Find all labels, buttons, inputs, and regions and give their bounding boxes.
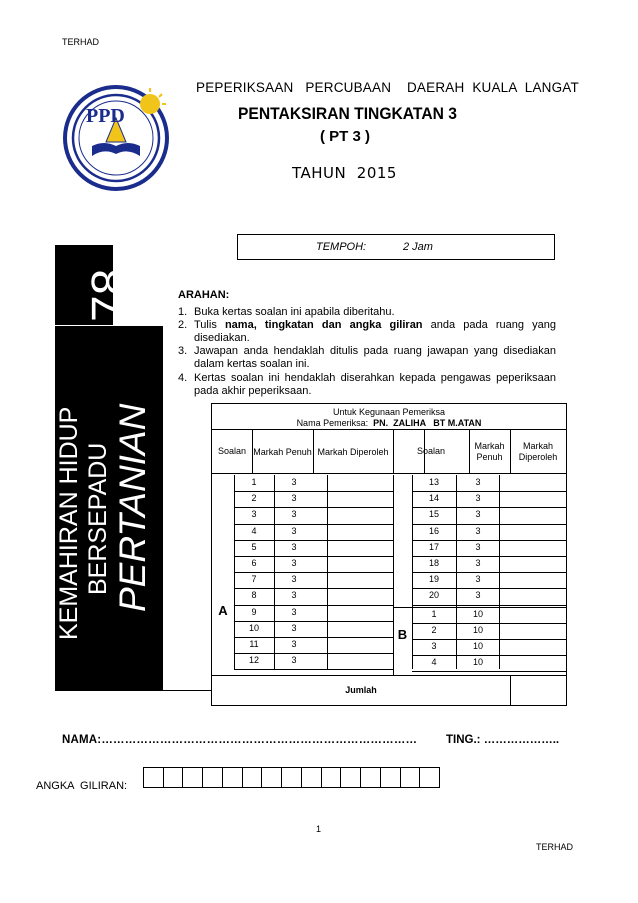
full-mark: 3: [475, 493, 481, 504]
assessment-code: ( PT 3 ): [320, 128, 371, 145]
table-rule: [327, 475, 328, 669]
name-field[interactable]: NAMA:………………………………………………………………………: [62, 734, 418, 746]
subject-code: 78: [83, 268, 136, 322]
table-rule: [234, 540, 394, 541]
total-label: Jumlah: [345, 685, 377, 696]
classification-bottom: TERHAD: [536, 842, 574, 852]
table-rule: [412, 507, 566, 508]
table-rule: [412, 655, 566, 656]
full-mark: 3: [291, 639, 297, 649]
full-mark: 3: [475, 558, 481, 568]
question-number: 17: [428, 541, 439, 552]
table-rule: [212, 675, 566, 676]
question-number: 10: [248, 622, 259, 633]
full-mark: 3: [475, 574, 481, 585]
question-number: 3: [251, 509, 257, 520]
index-digit-box[interactable]: [144, 768, 164, 787]
question-number: 12: [248, 655, 259, 666]
full-mark: 3: [291, 655, 297, 666]
full-mark: 3: [475, 509, 481, 520]
question-number: 5: [251, 541, 257, 552]
table-rule: [456, 475, 457, 669]
table-rule: [234, 653, 394, 654]
table-rule: [234, 524, 394, 525]
question-number: 4: [431, 657, 437, 668]
table-rule: [412, 540, 566, 541]
question-number: 13: [428, 477, 439, 487]
table-rule: [393, 475, 394, 675]
question-number: 20: [428, 590, 439, 601]
question-number: 14: [428, 493, 439, 504]
index-digit-box[interactable]: [361, 768, 381, 787]
table-rule: [274, 475, 275, 669]
table-rule: [412, 491, 566, 492]
table-rule: [499, 475, 500, 669]
table-rule: [510, 675, 511, 705]
question-number: 19: [428, 574, 439, 585]
table-rule: [234, 475, 235, 669]
col-header-markah-diperoleh: Markah Diperoleh: [317, 446, 389, 457]
index-digit-box[interactable]: [381, 768, 401, 787]
subject-line2: BERSEPADU: [84, 442, 112, 595]
full-mark: 3: [475, 525, 481, 536]
full-mark: 3: [291, 477, 297, 487]
table-rule: [412, 572, 566, 573]
table-rule: [412, 605, 566, 606]
table-rule: [234, 507, 394, 508]
table-rule: [234, 572, 394, 573]
index-digit-box[interactable]: [282, 768, 302, 787]
subject-line3: PERTANIAN: [112, 403, 153, 612]
logo-text: PPD: [86, 105, 125, 127]
full-mark: 3: [291, 558, 297, 568]
question-number: 6: [251, 558, 257, 568]
table-rule: [412, 588, 566, 589]
col-header-markah-penuh: Markah Penuh: [253, 446, 312, 457]
exam-year: TAHUN 2015: [292, 164, 397, 182]
page-number: 1: [316, 824, 322, 834]
index-digit-box[interactable]: [401, 768, 421, 787]
question-number: 8: [251, 590, 257, 601]
index-number-boxes[interactable]: [143, 767, 440, 788]
full-mark: 3: [291, 509, 297, 520]
question-number: 7: [251, 574, 257, 585]
index-digit-box[interactable]: [203, 768, 223, 787]
table-rule: [234, 637, 394, 638]
ppd-logo: [62, 84, 170, 192]
table-rule: [234, 556, 394, 557]
question-number: 18: [428, 558, 439, 568]
index-number-label: ANGKA GILIRAN:: [36, 780, 128, 792]
full-mark: 10: [472, 624, 483, 635]
table-rule: [412, 671, 566, 672]
table-rule: [234, 621, 394, 622]
index-digit-box[interactable]: [223, 768, 243, 787]
table-rule: [412, 623, 566, 624]
full-mark: 3: [291, 574, 297, 585]
examiner-name-row: Nama Pemeriksa: PN. ZALIHA BT M.ATAN: [296, 418, 482, 428]
question-number: 9: [251, 606, 257, 617]
question-number: 2: [431, 624, 437, 635]
section-b-label: B: [397, 626, 408, 642]
question-number: 3: [431, 641, 437, 651]
table-rule: [412, 524, 566, 525]
duration-label: TEMPOH:: [316, 241, 367, 253]
table-rule: [412, 475, 413, 669]
question-number: 4: [251, 525, 257, 536]
question-number: 11: [249, 639, 259, 649]
full-mark: 10: [472, 608, 483, 619]
examiner-table: [211, 403, 567, 706]
col-header-markah-penuh: Markah Penuh: [474, 441, 505, 462]
index-digit-box[interactable]: [341, 768, 361, 787]
index-digit-box[interactable]: [183, 768, 203, 787]
spine-divider: [55, 325, 163, 326]
table-rule: [412, 556, 566, 557]
subject-line1: KEMAHIRAN HIDUP: [55, 406, 83, 640]
full-mark: 3: [291, 590, 297, 601]
table-rule: [234, 491, 394, 492]
form-field[interactable]: TING.: ………………..: [446, 734, 560, 746]
index-digit-box[interactable]: [302, 768, 322, 787]
col-header-markah-diperoleh: Markah Diperoleh: [518, 441, 558, 462]
exam-title: PEPERIKSAAN PERCUBAAN DAERAH KUALA LANGAT: [196, 80, 579, 95]
full-mark: 3: [291, 493, 297, 504]
question-number: 2: [251, 493, 257, 504]
table-rule: [212, 429, 566, 430]
classification-top: TERHAD: [62, 37, 100, 47]
table-rule: [212, 473, 566, 474]
full-mark: 3: [291, 622, 297, 633]
table-rule: [412, 639, 566, 640]
section-a-label: A: [218, 603, 228, 618]
index-digit-box[interactable]: [243, 768, 263, 787]
question-number: 1: [251, 477, 257, 487]
full-mark: 3: [291, 541, 297, 552]
index-digit-box[interactable]: [420, 768, 439, 787]
full-mark: 3: [291, 606, 297, 617]
full-mark: 3: [475, 590, 481, 601]
index-digit-box[interactable]: [322, 768, 342, 787]
examiner-name: PN. ZALIHA BT M.ATAN: [373, 418, 482, 428]
duration-value: 2 Jam: [403, 241, 433, 253]
index-digit-box[interactable]: [262, 768, 282, 787]
question-number: 1: [431, 608, 437, 619]
full-mark: 3: [475, 477, 481, 487]
question-number: 15: [428, 509, 439, 520]
question-number: 16: [428, 525, 439, 536]
examiner-title: Untuk Kegunaan Pemeriksa: [332, 407, 446, 417]
full-mark: 10: [472, 657, 483, 668]
table-rule: [234, 588, 394, 589]
duration-box: [237, 234, 555, 260]
full-mark: 3: [291, 525, 297, 536]
table-rule: [393, 607, 566, 608]
table-rule: [234, 669, 394, 670]
spine-baseline: [55, 690, 211, 691]
col-header-soalan: Soalan: [416, 446, 446, 456]
index-digit-box[interactable]: [164, 768, 184, 787]
table-rule: [234, 605, 394, 606]
full-mark: 3: [475, 541, 481, 552]
instructions-title: ARAHAN:: [178, 289, 230, 301]
col-header-soalan: Soalan: [217, 446, 247, 456]
assessment-title: PENTAKSIRAN TINGKATAN 3: [238, 104, 457, 123]
full-mark: 10: [472, 641, 483, 651]
